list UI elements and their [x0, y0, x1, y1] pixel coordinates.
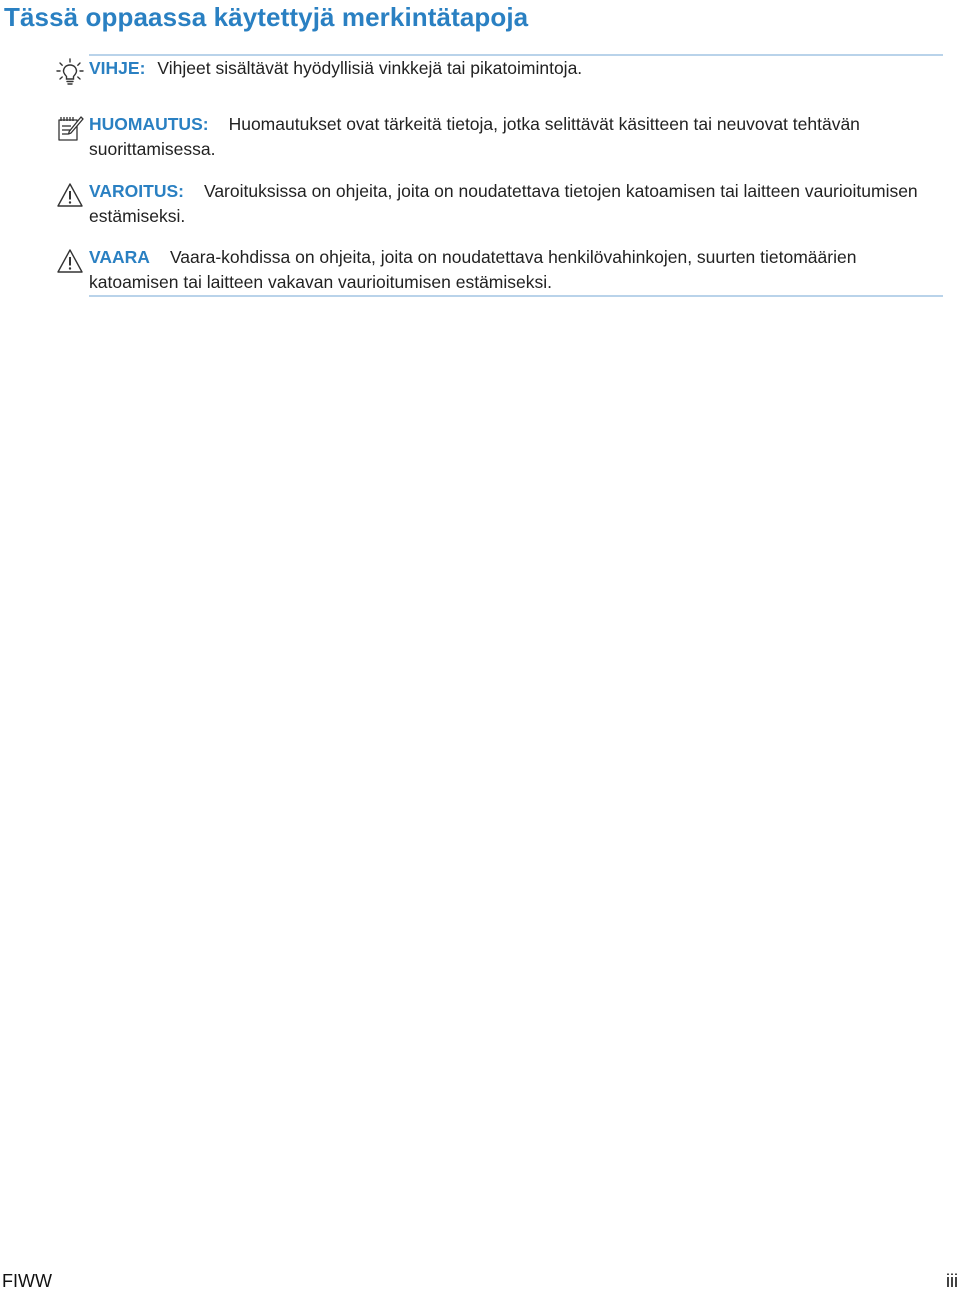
warning-triangle-icon [56, 247, 84, 273]
section-bottom-rule [89, 295, 943, 297]
warning-notice [89, 245, 934, 295]
warning-text: Vaara-kohdissa on ohjeita, joita on noudatettava henkilövahinkojen, suurten tietomäärien katoamisen tai laitteen vakavan vaurioitumisen estämiseksi. [89, 247, 857, 292]
warning-triangle-icon [56, 181, 84, 207]
note-label: HUOMAUTUS: [89, 114, 209, 134]
page-title: Tässä oppaassa käytettyjä merkintätapoja [4, 2, 529, 32]
tip-text: Vihjeet sisältävät hyödyllisiä vinkkejä tai pikatoimintoja. [157, 58, 583, 78]
tip-notice [89, 56, 934, 81]
note-notice [89, 112, 934, 162]
caution-notice [89, 179, 934, 229]
caution-text: Varoituksissa on ohjeita, joita on noudatettava tietojen katoamisen tai laitteen vaurioitumisen estämiseksi. [89, 181, 918, 226]
tip-label: VIHJE: [89, 58, 146, 78]
footer-page-number: iii [946, 1271, 958, 1291]
footer-locale-code: FIWW [2, 1271, 52, 1291]
warning-label: VAARA [89, 247, 150, 267]
note-pad-icon [56, 114, 84, 140]
note-text: Huomautukset ovat tärkeitä tietoja, jotka selittävät käsitteen tai neuvovat tehtävän suorittamisessa. [89, 114, 860, 159]
lightbulb-icon [56, 58, 84, 84]
caution-label: VAROITUS: [89, 181, 184, 201]
